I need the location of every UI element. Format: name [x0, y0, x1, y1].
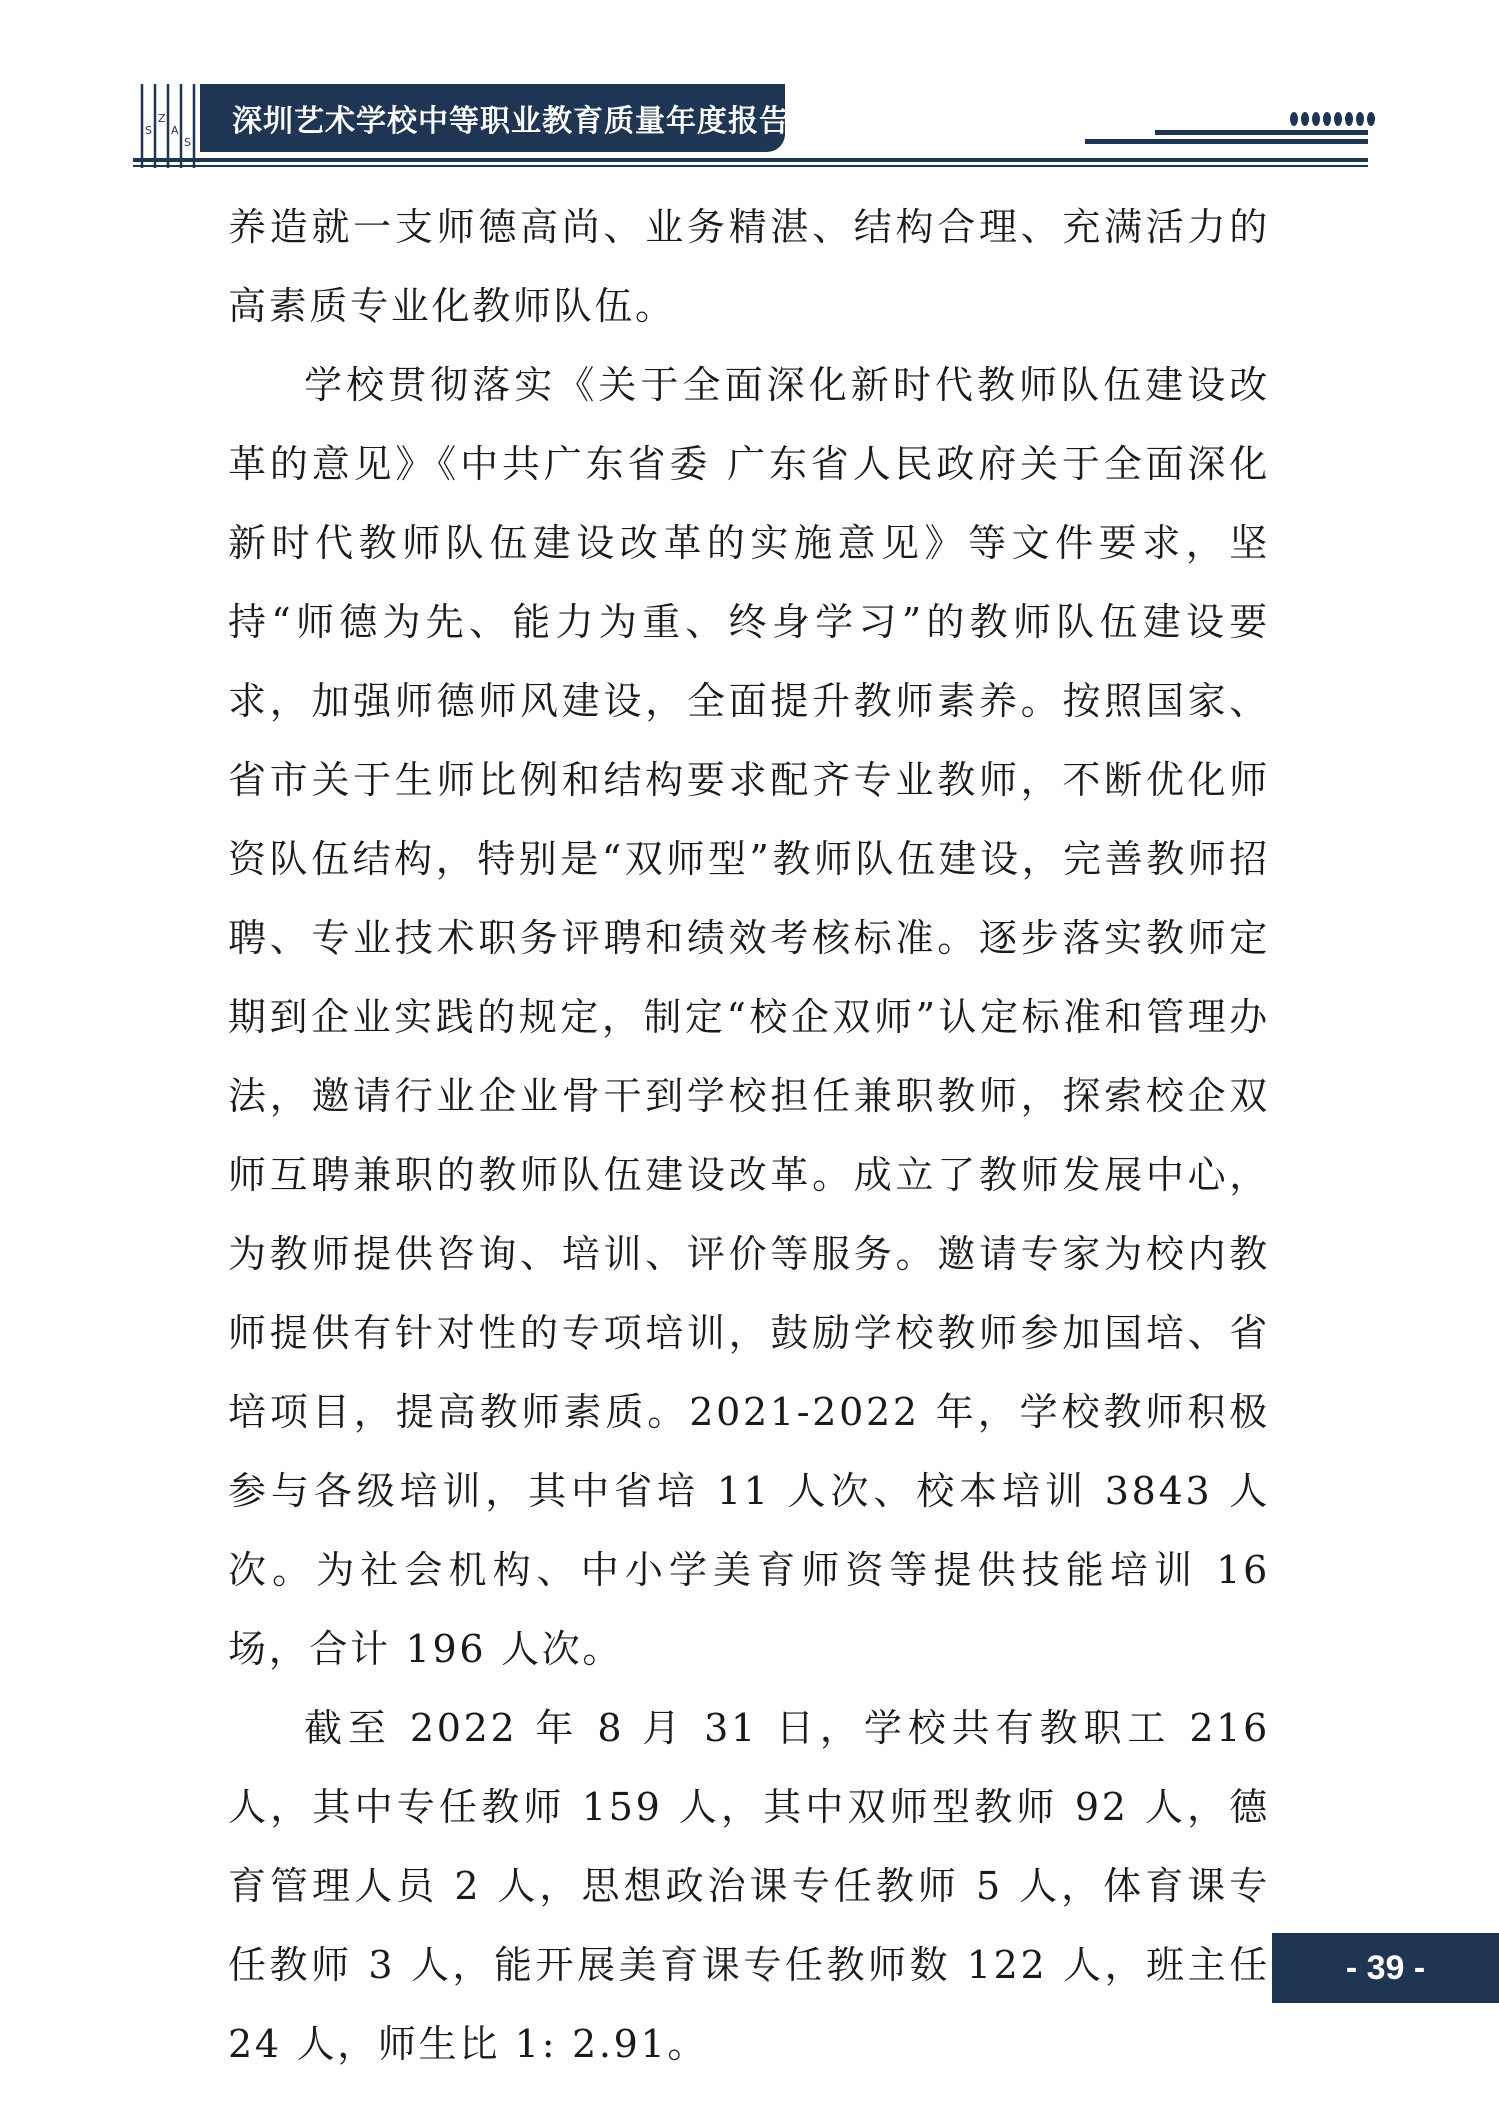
svg-text:A: A: [171, 124, 179, 137]
school-logo: [140, 82, 196, 170]
header-decorative-bars: [1085, 130, 1368, 150]
header-rule: [133, 158, 1368, 162]
page-number-badge: [1272, 1933, 1499, 2003]
paragraph-teacher-development: 学校贯彻落实《关于全面深化新时代教师队伍建设改革的意见》《中共广东省委 广东省人民政府关于全面深化新时代教师队伍建设改革的实施意见》等文件要求，坚持“师德为先、能力为重、终身学习”的教师队伍建设要求，加强师德师风建设，全面提升教师素养。按照国家、省市关于生师比例和结构要求配齐专业教师，不断优化师资队伍结构，特别是“双师型”教师队伍建设，完善教师招聘、专业技术职务评聘和绩效考核标准。逐步落实教师定期到企业实践的规定，制定“校企双师”认定标准和管理办法，邀请行业企业骨干到学校担任兼职教师，探索校企双师互聘兼职的教师队伍建设改革。成立了教师发展中心，为教师提供咨询、培训、评价等服务。邀请专家为校内教师提供有针对性的专项培训，鼓励学校教师参加国培、省培项目，提高教师素质。2021-2022 年，学校教师积极参与各级培训，其中省培 11 人次、校本培训 3843 人次。为社会机构、中小学美育师资等提供技能培训 16 场，合计 196 人次。: [228, 363, 1270, 1671]
page-number: - 39 -: [1345, 1948, 1426, 1987]
header-rule-thin: [133, 165, 1368, 167]
header-decorative-dots: [1290, 112, 1375, 126]
paragraph-continued: 养造就一支师德高尚、业务精湛、结构合理、充满活力的高素质专业化教师队伍。: [228, 205, 1270, 328]
svg-text:S: S: [145, 124, 152, 137]
svg-text:Z: Z: [158, 112, 166, 125]
svg-text:S: S: [184, 136, 191, 149]
paragraph-staff-statistics: 截至 2022 年 8 月 31 日，学校共有教职工 216 人，其中专任教师 159 人，其中双师型教师 92 人，德育管理人员 2 人，思想政治课专任教师 5 人，体育课专任教师 3 人，能开展美育课专任教师数 122 人，班主任 24 人，师生比 1: 2.91。: [228, 1706, 1270, 2066]
body-text: [228, 188, 1270, 2084]
report-title: 深圳艺术学校中等职业教育质量年度报告(2023): [232, 104, 908, 139]
header-title-bar: [200, 84, 908, 152]
